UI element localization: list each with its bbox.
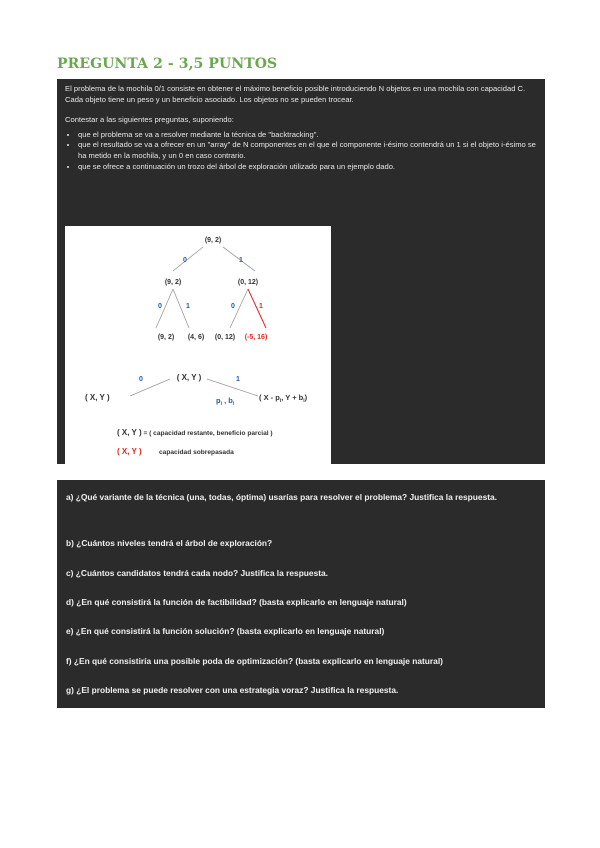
assumption-list [65,130,539,172]
questions-panel [57,480,545,708]
legend-edge [207,379,258,396]
edge-label-1: 1 [239,257,243,264]
legend-line-meaning: ( X, Y ) = ( capacidad restante, beneficio parcial ) [117,428,273,437]
list-item: • que el resultado se va a ofrecer en un "array" de N componentes en el que el componente i-ésimo contendrá un 1 si el objeto i-ésimo se ha metido en la mochila, y un 0 en caso contrario. [78,140,539,161]
legend-edge-label-1: 1 [236,376,240,383]
tree-node-leaf: (9, 2) [157,334,175,341]
problem-statement [65,84,539,172]
question-c: c) ¿Cuántos candidatos tendrá cada nodo? Justifica la respuesta. [66,568,329,578]
tree-node-leaf: (4, 6) [187,334,205,341]
list-item: • que el problema se va a resolver mediante la técnica de "backtracking". [78,130,539,141]
legend-edge-weight: $p_i$ , $b_i$ [216,396,235,407]
legend-edge-label-0: 0 [139,376,143,383]
edge-label-0: 0 [231,303,235,310]
page-title: PREGUNTA 2 - 3,5 PUNTOS [57,56,278,72]
tree-edge [173,247,203,271]
tree-node-leaf: (0, 12) [214,334,236,341]
prompt-paragraph: Contestar a las siguientes preguntas, suponiendo: [65,115,234,125]
question-b: b) ¿Cuántos niveles tendrá el árbol de exploración? [66,538,273,548]
legend-edge [130,379,170,396]
tree-node: (0, 12) [237,279,259,286]
legend-right-node: ( X - $p_i$, $Y + b_i$) [259,393,308,404]
tree-node-leaf-infeasible: (-5, 16) [244,334,268,341]
legend-left-node: ( X, Y ) [85,393,110,402]
problem-statement-panel [57,79,545,464]
edge-label-0: 0 [158,303,162,310]
tree-node-root: (9, 2) [204,237,222,244]
edge-label-1: 1 [259,303,263,310]
question-a: a) ¿Qué variante de la técnica (una, todas, óptima) usarías para resolver el problema? Justifica la respuesta. [66,492,498,502]
edge-label-1: 1 [186,303,190,310]
intro-paragraph: El problema de la mochila 0/1 consiste en obtener el máximo beneficio posible introduciendo N objetos en una mochila con capacidad C. Cada objeto tiene un peso y un beneficio asociado. Los objetos no se pueden trocear. [65,84,526,104]
edge-label-0: 0 [183,257,187,264]
exploration-tree-figure [65,226,331,464]
question-f: f) ¿En qué consistiría una posible poda de optimización? (basta explicarlo en lenguaje natural) [66,656,443,666]
question-g: g) ¿El problema se puede resolver con una estrategia voraz? Justifica la respuesta. [66,685,399,695]
list-item: • que se ofrece a continuación un trozo del árbol de exploración utilizado para un ejemplo dado. [78,162,539,173]
legend-infeasible-text: capacidad sobrepasada [159,449,234,456]
legend-infeasible-xy: ( X, Y ) [117,447,142,456]
tree-edge-infeasible [248,289,266,328]
question-e: e) ¿En qué consistirá la función solución? (basta explicarlo en lenguaje natural) [66,626,385,636]
tree-node: (9, 2) [164,279,182,286]
legend-root-node: ( X, Y ) [176,373,202,382]
question-d: d) ¿En qué consistirá la función de factibilidad? (basta explicarlo en lenguaje natural) [66,597,407,607]
